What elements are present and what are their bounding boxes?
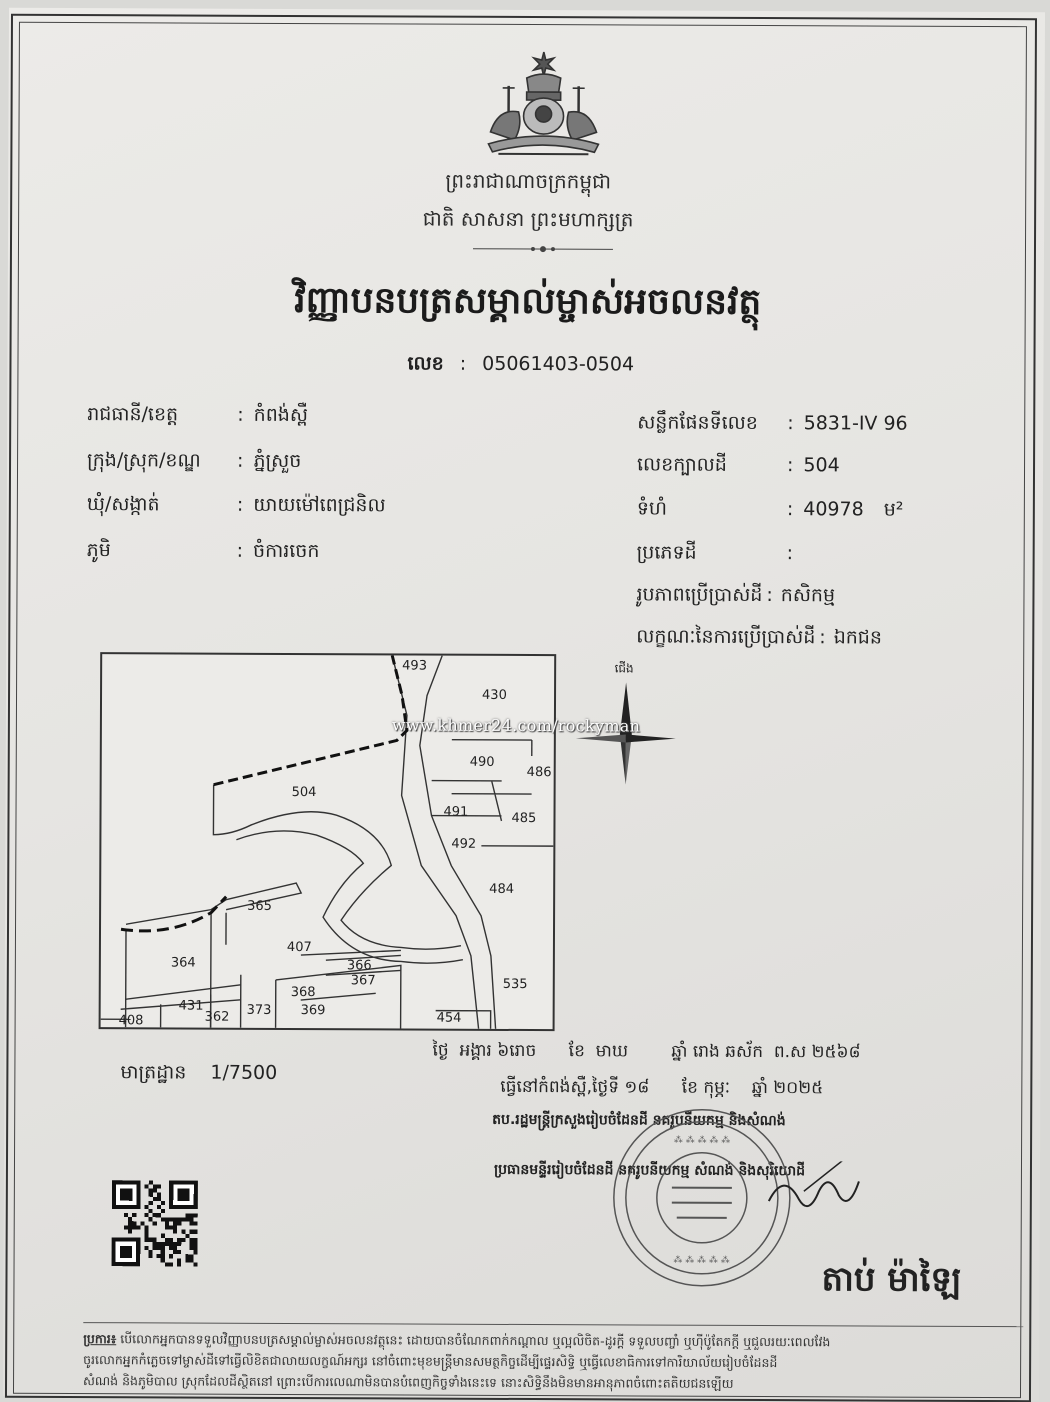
certificate-title: វិញ្ញាបនបត្រសម្គាល់ម្ចាស់អចលនវត្ថុ: [294, 278, 762, 324]
north-label: ជើង: [614, 661, 634, 676]
area-unit: ម²: [883, 498, 904, 521]
parcel-label: 362: [204, 1009, 230, 1025]
scale-value: 1/7500: [210, 1061, 278, 1084]
parcel-label: 407: [286, 939, 312, 956]
royal-emblem-icon: [478, 48, 608, 161]
scale-label: មាត្រដ្ឋាន: [120, 1061, 187, 1084]
cadastral-map: [99, 652, 557, 1031]
area-label: ទំហំ: [636, 497, 668, 520]
parcel-label: 364: [170, 955, 196, 971]
parcel-label: 454: [436, 1010, 462, 1026]
notice-text-2: ចូរលោកអ្នកកំភ្លេចទៅម្ចាស់ដីទៅធ្វើលិខិតជាលាយលក្ខណ៍អក្សរ នៅចំពោះមុខមន្ត្រីមានសមត្ថកិច្ចដើម្បីផ្ទេរសិទ្ធិ ឬធ្វើលេខាធិការទៅការិយាល័យរៀបចំដែនដី: [83, 1352, 778, 1371]
certificate-number-label: លេខ: [407, 352, 444, 375]
map-sheet-row: សន្លឹកផែនទីលេខ : 5831-IV 96: [637, 410, 908, 439]
parcel-label: 366: [346, 958, 372, 974]
scale-row: [120, 1060, 277, 1089]
lunar-date: ថ្ងៃ អង្គារ ៦រោច ខែ មាឃ ឆ្នាំ រោង ឆស័ក ព.ស ២៥៦៨: [432, 1040, 861, 1063]
commune-label: ឃុំ/សង្កាត់: [86, 493, 160, 516]
parcel-no-row: លេខក្បាលដី : 504: [637, 452, 840, 481]
parcel-no-label: លេខក្បាលដី: [636, 453, 727, 476]
issue-date: ធ្វើនៅកំពង់ស្ពឺ,ថ្ងៃទី ១៨ ខែ កុម្ភៈ ឆ្នាំ ២០២៥: [500, 1076, 824, 1099]
svg-text:⁂ ⁂ ⁂ ⁂ ⁂: ⁂ ⁂ ⁂ ⁂ ⁂: [673, 1255, 730, 1266]
parcel-label: 367: [350, 973, 376, 989]
motto-heading: ជាតិ សាសនា ព្រះមហាក្សត្រ: [422, 206, 634, 232]
land-use-row: រូបភាពប្រើប្រាស់ដី : កសិកម្ម: [636, 582, 835, 611]
parcel-label: 491: [443, 804, 469, 820]
commune-row: ឃុំ/សង្កាត់ : យាយម៉ៅពេជ្រនិល: [87, 492, 386, 521]
village-label: ភូមិ: [86, 539, 111, 562]
notice-block: [83, 1328, 1023, 1395]
ornament-divider: [473, 244, 613, 255]
map-sheet-value: 5831-IV 96: [803, 412, 908, 435]
district-row: ក្រុង/ស្រុក/ខណ្ឌ : ភ្នំស្រួច: [87, 448, 301, 477]
land-use-value: កសិកម្ម: [780, 584, 836, 607]
notice-text-1: បើលោកអ្នកបានទទួលវិញ្ញាបនបត្រសម្គាល់ម្ចាស់អចលនវត្ថុនេះ ដោយបានចំណែកពាក់កណ្ដាល ឬល្អលិចិត-ដូរក្តី ទទួលបញ្ចាំ ឬហ៊ីប៉ូតែកក្តី ឬជួលរយៈពេលវែង: [120, 1331, 831, 1350]
village-row: ភូមិ : ចំការចេក: [87, 538, 320, 567]
position-text: ប្រធានមន្ទីររៀបចំដែនដី នគរូបនីយកម្ម សំណង់ និងសុរិយោដី: [493, 1161, 806, 1180]
watermark-text: www.khmer24.com/rockyman: [391, 715, 641, 736]
land-use-label: រូបភាពប្រើប្រាស់ដី: [636, 583, 763, 607]
use-nature-label: លក្ខណៈនៃការប្រើប្រាស់ដី: [636, 625, 816, 649]
notice-label: ប្រការ៖: [83, 1331, 117, 1347]
map-sheet-label: សន្លឹកផែនទីលេខ: [637, 411, 758, 435]
district-value: ភ្នំស្រួច: [253, 449, 302, 473]
certificate-number: លេខ : 05061403-0504: [407, 352, 635, 376]
certificate-number-value: 05061403-0504: [482, 352, 635, 376]
province-row: រាជធានី/ខេត្ត : កំពង់ស្ពឺ: [87, 402, 308, 431]
village-value: ចំការចេក: [253, 539, 320, 563]
parcel-label: 369: [300, 1003, 326, 1019]
svg-text:⁂ ⁂ ⁂ ⁂ ⁂: ⁂ ⁂ ⁂ ⁂ ⁂: [673, 1135, 731, 1146]
parcel-label: 535: [502, 976, 528, 993]
parcel-no-value: 504: [803, 454, 840, 477]
parcel-label: 486: [526, 765, 552, 781]
district-label: ក្រុង/ស្រុក/ខណ្ឌ: [87, 449, 201, 472]
area-row: ទំហំ : 40978 ម²: [637, 496, 904, 525]
parcel-label: 484: [489, 881, 515, 897]
parcel-label: 485: [511, 810, 537, 827]
parcel-label: 490: [469, 754, 495, 770]
parcel-label: 431: [178, 998, 204, 1014]
parcel-label: 368: [290, 984, 316, 1001]
land-type-row: ប្រភេទដី :: [637, 540, 804, 569]
parcel-label: 373: [246, 1002, 272, 1018]
notice-text-3: សំណង់ និងភូមិបាល ស្រុកដែលដីស្ថិតនៅ ព្រោះបើការលេណាមិនបានបំពេញកិច្ចទាំងនេះទេ នោះសិទ្ធិនឹងមិនមានអានុភាពចំពោះតតិយជនឡើយ: [83, 1373, 734, 1391]
parcel-label: 430: [482, 687, 507, 703]
area-value: 40978: [803, 498, 864, 521]
signatory-name: តាប់ ម៉ាឡៃ: [821, 1259, 962, 1300]
parcel-label: 504: [291, 784, 317, 801]
certificate-paper: [3, 8, 1045, 1401]
province-label: រាជធានី/ខេត្ត: [87, 403, 179, 426]
parcel-label: 408: [118, 1013, 144, 1029]
qr-code-icon: [112, 1180, 198, 1266]
parcel-label: 492: [451, 836, 477, 852]
on-behalf-text: តប.រដ្ឋមន្ត្រីក្រសួងរៀបចំដែនដី នគរូបនីយកម្ម និងសំណង់: [492, 1111, 786, 1130]
use-nature-row: លក្ខណៈនៃការប្រើប្រាស់ដី : ឯកជន: [636, 624, 882, 653]
use-nature-value: ឯកជន: [833, 626, 883, 649]
parcel-label: 493: [402, 658, 428, 674]
parcel-label: 365: [247, 898, 272, 914]
kingdom-heading: ព្រះរាជាណាចក្រកម្ពុជា: [445, 168, 612, 194]
province-value: កំពង់ស្ពឺ: [253, 403, 308, 427]
signature-scribble: [764, 1161, 864, 1221]
commune-value: យាយម៉ៅពេជ្រនិល: [253, 493, 386, 517]
land-type-label: ប្រភេទដី: [636, 541, 697, 564]
